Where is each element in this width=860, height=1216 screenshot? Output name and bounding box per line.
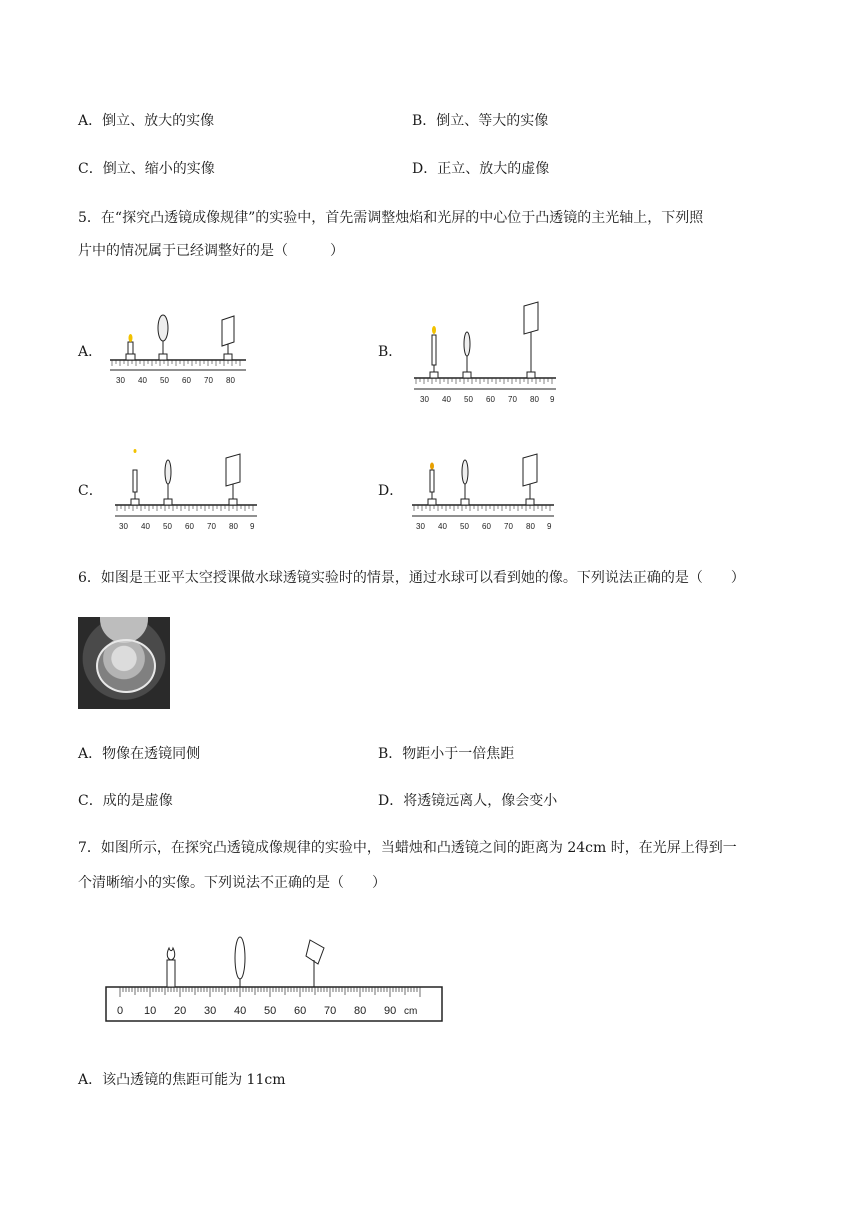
q7-tick: 40 — [234, 1005, 247, 1017]
q7-unit: cm — [404, 1006, 418, 1017]
q5b-tick: 9 — [550, 395, 555, 404]
q5a-tick: 50 — [160, 376, 169, 385]
q5c-tick: 70 — [207, 522, 216, 531]
q4-option-c: C．倒立、缩小的实像 — [78, 161, 215, 177]
q5-option-b-label: B． — [378, 344, 403, 360]
q5-option-a-label: A． — [78, 344, 103, 360]
q7-tick: 90 — [384, 1005, 397, 1017]
q5c-tick: 9 — [250, 522, 255, 531]
q5a-tick: 70 — [204, 376, 213, 385]
q5d-tick: 30 — [416, 522, 425, 531]
q5b-tick: 70 — [508, 395, 517, 404]
q5-figure-c — [113, 448, 259, 534]
q5d-tick: 50 — [460, 522, 469, 531]
q6-option-b: B．物距小于一倍焦距 — [378, 746, 515, 762]
q7-tick: 20 — [174, 1005, 187, 1017]
q5d-tick: 70 — [504, 522, 513, 531]
q5b-tick: 50 — [464, 395, 473, 404]
q5-stem-line2: 片中的情况属于已经调整好的是（ ） — [78, 243, 344, 259]
q5a-tick: 60 — [182, 376, 191, 385]
q5c-tick: 40 — [141, 522, 150, 531]
q7-tick: 0 — [117, 1005, 124, 1017]
q5c-tick: 30 — [119, 522, 128, 531]
q5a-tick: 30 — [116, 376, 125, 385]
q5d-tick: 80 — [526, 522, 535, 531]
q5-option-c-label: C． — [78, 483, 103, 499]
q5b-tick: 80 — [530, 395, 539, 404]
q5d-tick: 60 — [482, 522, 491, 531]
q5c-tick: 80 — [229, 522, 238, 531]
q5d-tick: 40 — [438, 522, 447, 531]
q5-stem-line1: 5．在“探究凸透镜成像规律”的实验中，首先需调整烛焰和光屏的中心位于凸透镜的主光轴上，下列照 — [78, 210, 704, 226]
q7-tick: 60 — [294, 1005, 307, 1017]
q7-tick: 80 — [354, 1005, 367, 1017]
q5c-tick: 60 — [185, 522, 194, 531]
q7-tick: 50 — [264, 1005, 277, 1017]
q6-option-c: C．成的是虚像 — [78, 793, 173, 809]
q5b-tick: 30 — [420, 395, 429, 404]
q5c-tick: 50 — [163, 522, 172, 531]
q5d-tick: 9 — [547, 522, 552, 531]
q6-option-d: D．将透镜远离人，像会变小 — [378, 793, 558, 809]
q5-figure-d — [410, 448, 556, 534]
q7-optical-bench-figure — [104, 934, 446, 1026]
q5b-tick: 40 — [442, 395, 451, 404]
photo-water-ball — [96, 639, 156, 693]
q7-stem-line1: 7．如图所示，在探究凸透镜成像规律的实验中，当蜡烛和凸透镜之间的距离为 24cm 时，在光屏上得到一 — [78, 840, 737, 856]
q7-tick: 30 — [204, 1005, 217, 1017]
q5-figure-a — [108, 310, 248, 390]
q5a-tick: 80 — [226, 376, 235, 385]
q7-tick: 70 — [324, 1005, 337, 1017]
q7-option-a: A．该凸透镜的焦距可能为 11cm — [78, 1072, 286, 1088]
water-ball-photo — [78, 617, 170, 709]
q7-tick: 10 — [144, 1005, 157, 1017]
q6-stem: 6．如图是王亚平太空授课做水球透镜实验时的情景，通过水球可以看到她的像。下列说法正确的是（ ） — [78, 570, 745, 586]
q4-option-b: B．倒立、等大的实像 — [412, 113, 549, 129]
q5b-tick: 60 — [486, 395, 495, 404]
q7-stem-line2: 个清晰缩小的实像。下列说法不正确的是（ ） — [78, 875, 386, 891]
q5a-tick: 40 — [138, 376, 147, 385]
q4-option-a: A．倒立、放大的实像 — [78, 113, 215, 129]
q6-option-a: A．物像在透镜同侧 — [78, 746, 201, 762]
q5-figure-b — [412, 298, 558, 408]
q5-option-d-label: D． — [378, 483, 404, 499]
q4-option-d: D．正立、放大的虚像 — [412, 161, 550, 177]
